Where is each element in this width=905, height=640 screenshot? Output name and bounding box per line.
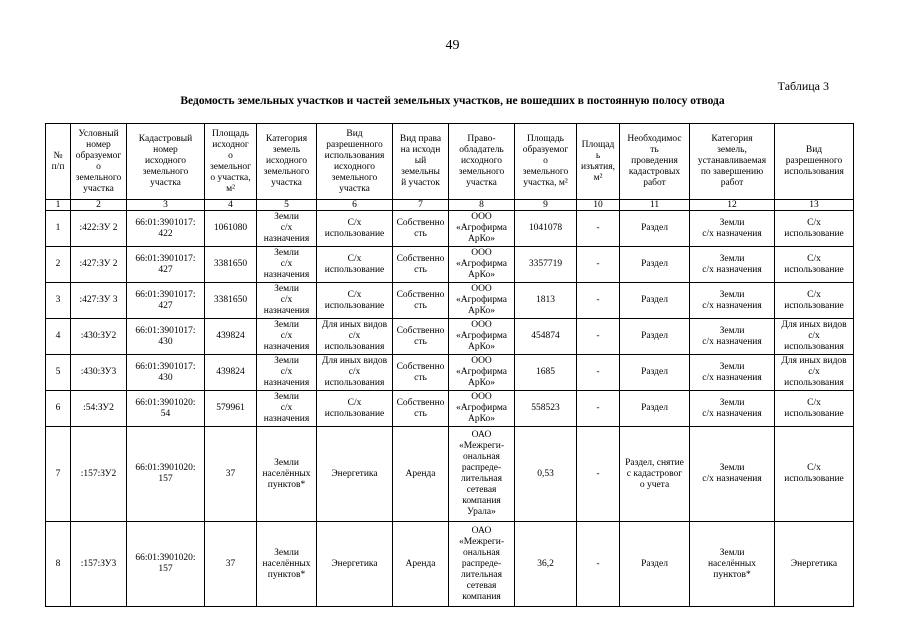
- column-header: Условный номер образуемог о земельного участка: [71, 124, 127, 200]
- table-row: [46, 247, 854, 283]
- table-cell: 5: [46, 355, 71, 391]
- table-cell: Собственно сть: [393, 355, 449, 391]
- table-cell: Раздел, снятие с кадастровог о учета: [620, 427, 690, 522]
- table-cell: Раздел: [620, 319, 690, 355]
- table-cell: -: [577, 211, 620, 247]
- table-cell: Собственно сть: [393, 283, 449, 319]
- table-cell: Аренда: [393, 427, 449, 522]
- table-row: [46, 355, 854, 391]
- table-cell: Земли с/х назначения: [257, 391, 317, 427]
- table-cell: 66:01:3901020: 157: [127, 427, 205, 522]
- column-number: 7: [393, 200, 449, 211]
- table-cell: 439824: [205, 355, 257, 391]
- table-cell: Земли с/х назначения: [690, 211, 775, 247]
- table-cell: -: [577, 355, 620, 391]
- table-cell: Собственно сть: [393, 247, 449, 283]
- table-row: [46, 283, 854, 319]
- table-cell: С/х использование: [775, 427, 854, 522]
- table-cell: :430:ЗУ3: [71, 355, 127, 391]
- table-cell: ООО «Агрофирма АрКо»: [449, 247, 515, 283]
- table-cell: С/х использование: [775, 211, 854, 247]
- column-number: 8: [449, 200, 515, 211]
- table-cell: Собственно сть: [393, 211, 449, 247]
- table-cell: С/х использование: [317, 211, 393, 247]
- table-cell: 8: [46, 522, 71, 607]
- table-cell: Раздел: [620, 355, 690, 391]
- table-cell: ООО «Агрофирма АрКо»: [449, 355, 515, 391]
- table-cell: Для иных видов с/х использования: [775, 355, 854, 391]
- column-number: 13: [775, 200, 854, 211]
- table-cell: Земли с/х назначения: [257, 211, 317, 247]
- table-cell: 4: [46, 319, 71, 355]
- table-cell: 66:01:3901017: 427: [127, 247, 205, 283]
- table-cell: 1813: [515, 283, 577, 319]
- column-header: Вид права на исходн ый земельны й участок: [393, 124, 449, 200]
- table-cell: -: [577, 247, 620, 283]
- table-cell: 66:01:3901020: 157: [127, 522, 205, 607]
- table-cell: :427:ЗУ 3: [71, 283, 127, 319]
- table-label: Таблица 3: [777, 79, 829, 93]
- table-row: [46, 522, 854, 607]
- column-number: 9: [515, 200, 577, 211]
- table-cell: Земли с/х назначения: [257, 319, 317, 355]
- column-number: 10: [577, 200, 620, 211]
- table-cell: :422:ЗУ 2: [71, 211, 127, 247]
- table-cell: 439824: [205, 319, 257, 355]
- table-cell: 3: [46, 283, 71, 319]
- table-row: [46, 211, 854, 247]
- column-header: Вид разрешенного использования исходного земельного участка: [317, 124, 393, 200]
- table-cell: Земли с/х назначения: [257, 247, 317, 283]
- column-number-row: [46, 200, 854, 211]
- table-cell: :430:ЗУ2: [71, 319, 127, 355]
- column-header: Категория земель, устанавливаемая по завершению работ: [690, 124, 775, 200]
- table-cell: 3357719: [515, 247, 577, 283]
- column-number: 12: [690, 200, 775, 211]
- table-cell: :427:ЗУ 2: [71, 247, 127, 283]
- column-number: 3: [127, 200, 205, 211]
- table-cell: С/х использование: [775, 283, 854, 319]
- table-cell: Собственно сть: [393, 319, 449, 355]
- table-cell: 454874: [515, 319, 577, 355]
- table-cell: 3381650: [205, 283, 257, 319]
- table-cell: 0,53: [515, 427, 577, 522]
- column-header: № п/п: [46, 124, 71, 200]
- column-number: 4: [205, 200, 257, 211]
- table-cell: -: [577, 427, 620, 522]
- column-header: Вид разрешенного использования: [775, 124, 854, 200]
- table-cell: Раздел: [620, 283, 690, 319]
- table-cell: 66:01:3901017: 430: [127, 319, 205, 355]
- land-plots-table: [45, 123, 854, 607]
- table-row: [46, 319, 854, 355]
- table-row: [46, 391, 854, 427]
- table-cell: -: [577, 319, 620, 355]
- table-cell: 558523: [515, 391, 577, 427]
- table-cell: Энергетика: [317, 522, 393, 607]
- table-cell: Раздел: [620, 391, 690, 427]
- table-cell: -: [577, 391, 620, 427]
- table-cell: Земли с/х назначения: [690, 355, 775, 391]
- table-cell: Аренда: [393, 522, 449, 607]
- table-cell: Раздел: [620, 247, 690, 283]
- table-cell: Энергетика: [775, 522, 854, 607]
- column-header: Право- обладатель исходного земельного участка: [449, 124, 515, 200]
- table-cell: 66:01:3901017: 430: [127, 355, 205, 391]
- table-cell: 6: [46, 391, 71, 427]
- table-cell: Земли населённых пунктов*: [257, 522, 317, 607]
- table-cell: :157:ЗУ2: [71, 427, 127, 522]
- table-cell: 66:01:3901020: 54: [127, 391, 205, 427]
- table-cell: Для иных видов с/х использования: [775, 319, 854, 355]
- table-cell: 1041078: [515, 211, 577, 247]
- table-cell: 1: [46, 211, 71, 247]
- table-cell: Энергетика: [317, 427, 393, 522]
- table-title: Ведомость земельных участков и частей земельных участков, не вошедших в постоянную полосу отвода: [180, 95, 725, 107]
- table-cell: Земли с/х назначения: [690, 283, 775, 319]
- table-cell: ООО «Агрофирма АрКо»: [449, 283, 515, 319]
- column-number: 1: [46, 200, 71, 211]
- table-cell: Раздел: [620, 522, 690, 607]
- table-cell: С/х использование: [775, 391, 854, 427]
- table-cell: ООО «Агрофирма АрКо»: [449, 391, 515, 427]
- column-number: 11: [620, 200, 690, 211]
- table-cell: Земли населённых пунктов*: [257, 427, 317, 522]
- table-cell: ООО «Агрофирма АрКо»: [449, 211, 515, 247]
- column-header: Площад ь изъятия, м²: [577, 124, 620, 200]
- column-header: Категория земель исходного земельного участка: [257, 124, 317, 200]
- table-cell: ОАО «Межреги- ональная распреде- лительная сетевая компания: [449, 522, 515, 607]
- table-cell: Земли с/х назначения: [690, 247, 775, 283]
- column-number: 2: [71, 200, 127, 211]
- table-cell: Земли с/х назначения: [690, 391, 775, 427]
- table-cell: Земли с/х назначения: [257, 355, 317, 391]
- table-cell: Земли с/х назначения: [690, 427, 775, 522]
- table-cell: 1685: [515, 355, 577, 391]
- table-cell: Собственно сть: [393, 391, 449, 427]
- column-header: Площадь исходног о земельног о участка, м²: [205, 124, 257, 200]
- table-cell: Земли с/х назначения: [690, 319, 775, 355]
- table-cell: 1061080: [205, 211, 257, 247]
- page-number: 49: [445, 38, 460, 53]
- table-cell: 7: [46, 427, 71, 522]
- table-row: [46, 427, 854, 522]
- table-cell: Для иных видов с/х использования: [317, 319, 393, 355]
- table-cell: С/х использование: [317, 391, 393, 427]
- table-cell: ООО «Агрофирма АрКо»: [449, 319, 515, 355]
- table-cell: 37: [205, 427, 257, 522]
- table-cell: 3381650: [205, 247, 257, 283]
- table-cell: 2: [46, 247, 71, 283]
- table-cell: С/х использование: [317, 283, 393, 319]
- column-number: 6: [317, 200, 393, 211]
- table-cell: ОАО «Межреги- ональная распреде- лительная сетевая компания Урала»: [449, 427, 515, 522]
- table-cell: С/х использование: [775, 247, 854, 283]
- table-cell: 579961: [205, 391, 257, 427]
- table-cell: С/х использование: [317, 247, 393, 283]
- table-cell: Для иных видов с/х использования: [317, 355, 393, 391]
- table-cell: 66:01:3901017: 427: [127, 283, 205, 319]
- column-number: 5: [257, 200, 317, 211]
- header-row: [46, 124, 854, 200]
- table-cell: Земли с/х назначения: [257, 283, 317, 319]
- table-cell: -: [577, 522, 620, 607]
- table-cell: -: [577, 283, 620, 319]
- column-header: Необходимос ть проведения кадастровых работ: [620, 124, 690, 200]
- table-cell: 36,2: [515, 522, 577, 607]
- table-cell: 37: [205, 522, 257, 607]
- column-header: Кадастровый номер исходного земельного участка: [127, 124, 205, 200]
- table-cell: :157:ЗУ3: [71, 522, 127, 607]
- table-cell: Раздел: [620, 211, 690, 247]
- column-header: Площадь образуемог о земельного участка, м²: [515, 124, 577, 200]
- table-cell: :54:ЗУ2: [71, 391, 127, 427]
- table-cell: 66:01:3901017: 422: [127, 211, 205, 247]
- table-cell: Земли населённых пунктов*: [690, 522, 775, 607]
